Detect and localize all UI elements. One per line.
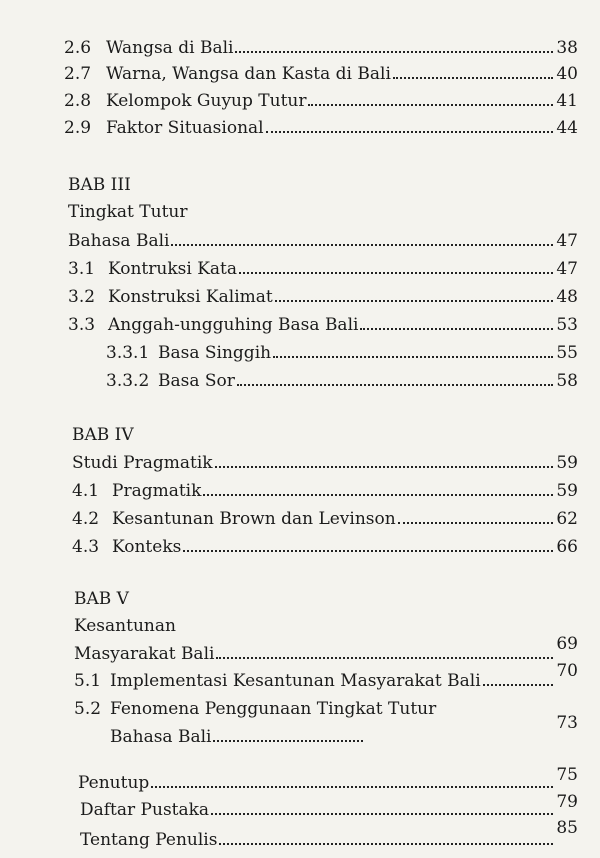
toc-entry-4-3[interactable]: [72, 536, 578, 558]
page-number: 69: [556, 634, 578, 654]
leader-dots: [151, 786, 553, 788]
page-number: 59: [556, 481, 578, 501]
section-number: 2.6: [64, 38, 92, 58]
page-number: 70: [556, 661, 578, 681]
toc-entry-3-3-2[interactable]: [106, 370, 578, 392]
toc-entry-2-7[interactable]: [64, 63, 578, 85]
chapter-title-line-1: Kesantunan: [74, 616, 176, 636]
page-number: 79: [556, 792, 578, 812]
section-number: 2.9: [64, 118, 92, 138]
chapter-label-bab-5: BAB V: [74, 589, 129, 609]
section-title: Wangsa di Bali: [106, 38, 234, 58]
toc-entry-5-2-line-2[interactable]: [110, 713, 578, 748]
page-number: 53: [556, 315, 578, 335]
page-number: 62: [556, 509, 578, 529]
section-number: 3.2: [68, 287, 96, 307]
entry-title: Penutup: [78, 773, 150, 793]
leader-dots: [483, 684, 554, 686]
toc-entry-2-8[interactable]: [64, 90, 578, 112]
toc-entry-tentang-penulis[interactable]: [80, 818, 578, 851]
section-number: 3.3: [68, 315, 96, 335]
toc-entry-4-1[interactable]: [72, 480, 578, 502]
leader-dots: [239, 272, 553, 274]
section-title: Implementasi Kesantunan Masyarakat Bali: [110, 671, 481, 691]
page-number: 41: [556, 91, 578, 111]
leader-dots: [213, 740, 363, 742]
section-number: 5.1: [74, 671, 102, 691]
toc-entry-2-6[interactable]: [64, 37, 578, 59]
page-number: 40: [556, 64, 578, 84]
section-number: 3.3.1: [106, 343, 150, 363]
section-number: 3.1: [68, 259, 96, 279]
entry-title: Tentang Penulis: [80, 830, 218, 850]
page-number: 75: [556, 765, 578, 785]
leader-dots: [211, 813, 553, 815]
toc-entry-5-2-line-1[interactable]: [74, 698, 436, 720]
leader-dots: [235, 51, 553, 53]
page-number: 47: [556, 259, 578, 279]
section-number: 3.3.2: [106, 371, 150, 391]
section-title: Kontruksi Kata: [108, 259, 238, 279]
chapter-title-line-2: Masyarakat Bali: [74, 644, 215, 664]
section-title: Kesantunan Brown dan Levinson: [112, 509, 396, 529]
leader-dots: [266, 131, 554, 133]
toc-entry-bab-5[interactable]: [74, 634, 578, 665]
toc-entry-3-2[interactable]: [68, 286, 578, 308]
toc-entry-3-1[interactable]: [68, 258, 578, 280]
leader-dots: [360, 328, 553, 330]
chapter-title-line-2: Bahasa Bali: [68, 231, 170, 251]
page-number: 59: [556, 453, 578, 473]
section-title: Pragmatik: [112, 481, 202, 501]
page-number: 47: [556, 231, 578, 251]
leader-dots: [393, 77, 553, 79]
section-title-line-2: Bahasa Bali: [110, 727, 212, 747]
chapter-label-bab-3: BAB III: [68, 175, 131, 195]
section-title: Kelompok Guyup Tutur: [106, 91, 307, 111]
toc-entry-4-2[interactable]: [72, 508, 578, 530]
leader-dots: [216, 657, 553, 659]
section-title: Anggah-ungguhing Basa Bali: [108, 315, 359, 335]
section-number: 4.1: [72, 481, 100, 501]
section-number: 2.7: [64, 64, 92, 84]
page-number: 66: [556, 537, 578, 557]
leader-dots: [273, 356, 553, 358]
page-number: 44: [556, 118, 578, 138]
leader-dots: [398, 522, 554, 524]
section-number: 4.3: [72, 537, 100, 557]
chapter-title-line-1: Tingkat Tutur: [68, 202, 188, 222]
toc-entry-daftar-pustaka[interactable]: [80, 792, 578, 821]
page-number: 38: [556, 38, 578, 58]
section-title: Konteks: [112, 537, 182, 557]
leader-dots: [215, 466, 554, 468]
chapter-title: Studi Pragmatik: [72, 453, 213, 473]
leader-dots: [219, 843, 553, 845]
section-number: 4.2: [72, 509, 100, 529]
toc-entry-bab-3[interactable]: [68, 230, 578, 252]
section-title: Konstruksi Kalimat: [108, 287, 273, 307]
page-number: 55: [556, 343, 578, 363]
page-number: 48: [556, 287, 578, 307]
leader-dots: [308, 104, 553, 106]
toc-entry-2-9[interactable]: [64, 117, 578, 139]
entry-title: Daftar Pustaka: [80, 800, 210, 820]
section-title: Basa Singgih: [158, 343, 272, 363]
leader-dots: [237, 384, 553, 386]
page-number: 73: [556, 713, 578, 733]
toc-entry-3-3-1[interactable]: [106, 342, 578, 364]
section-title: Faktor Situasional: [106, 118, 264, 138]
toc-entry-bab-4[interactable]: [72, 452, 578, 474]
section-title-line-1: Fenomena Penggunaan Tingkat Tutur: [110, 699, 437, 719]
toc-entry-5-1[interactable]: [74, 661, 578, 692]
leader-dots: [183, 550, 553, 552]
leader-dots: [275, 300, 554, 302]
toc-entry-penutup[interactable]: [78, 765, 578, 794]
chapter-label-bab-4: BAB IV: [72, 425, 134, 445]
section-title: Warna, Wangsa dan Kasta di Bali: [106, 64, 391, 84]
section-number: 5.2: [74, 699, 102, 719]
toc-entry-3-3[interactable]: [68, 314, 578, 336]
page-number: 58: [556, 371, 578, 391]
page-number: 85: [556, 818, 578, 838]
leader-dots: [203, 494, 553, 496]
section-title: Basa Sor: [158, 371, 235, 391]
section-number: 2.8: [64, 91, 92, 111]
leader-dots: [171, 244, 553, 246]
